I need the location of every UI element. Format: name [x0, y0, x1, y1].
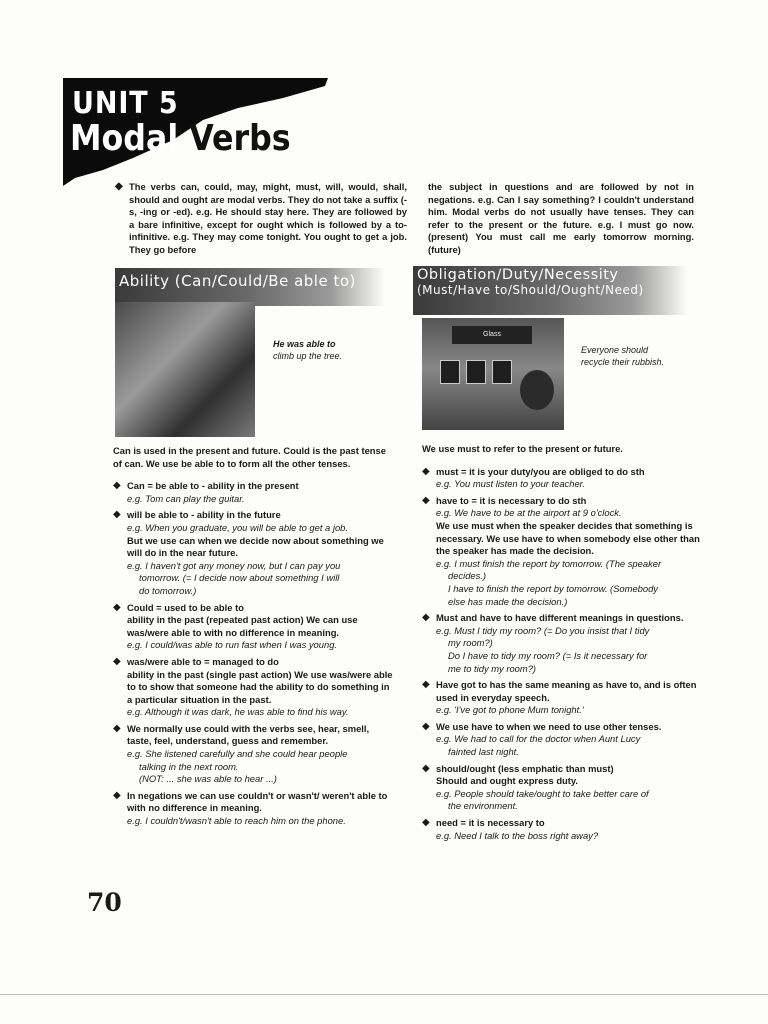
ability-point-4: ◆ was/were able to = managed to do ability in the past (single past action) We use was/were able to to show that someone had the ability to do something in a particular situation in the past. e.g. Although it was dark, he was able to find his way. — [113, 655, 393, 718]
obligation-point-7: ◆ need = it is necessary to e.g. Need I talk to the boss right away? — [422, 817, 599, 841]
diamond-bullet-icon: ◆ — [422, 612, 430, 624]
obligation-point-6: ◆ should/ought (less emphatic than must) Should and ought express duty. e.g. People should take/ought to take better care of the environment. — [422, 762, 649, 812]
diamond-bullet-icon: ◆ — [422, 465, 430, 477]
ability-intro: Can is used in the present and future. Could is the past tense of can. We use be able to to form all the other tenses. — [113, 445, 386, 469]
diamond-bullet-icon: ◆ — [113, 655, 121, 667]
ability-point-5: ◆ We normally use could with the verbs see, hear, smell, taste, feel, understand, guess and remember. e.g. She listened carefully and she could hear people talking in the next room. (NOT: ... she was able to hear ...) — [113, 722, 370, 785]
ability-point-2: ◆ will be able to - ability in the future e.g. When you graduate, you will be able to get a job. But we use can when we decide now about something we will do in the near future. e.g. I haven't got any money now, but I can pay you tomorrow. (= I decide now about something I will do tomorrow.) — [113, 509, 384, 596]
obligation-point-3: ◆ Must and have to have different meanings in questions. e.g. Must I tidy my room? (= Do you insist that I tidy my room?) Do I have to tidy my room? (= Is it necessary for me to tidy my room?) — [422, 612, 684, 674]
section-heading-ability: Ability (Can/Could/Be able to) — [115, 268, 385, 306]
diamond-bullet-icon: ◆ — [113, 789, 121, 801]
diamond-bullet-icon: ◆ — [113, 480, 121, 492]
obligation-body — [422, 443, 704, 846]
ability-point-3: ◆ Could = used to be able to ability in the past (repeated past action) We can use was/were able to with no difference in meaning. e.g. I could/was able to run fast when I was young. — [113, 601, 358, 651]
page-number: 70 — [87, 888, 122, 917]
bin-icon — [492, 360, 512, 384]
recycling-bins-photo — [422, 318, 564, 430]
ability-point-6: ◆ In negations we can use couldn't or wasn't/ weren't able to with no difference in meaning. e.g. I couldn't/wasn't able to reach him on the phone. — [113, 789, 388, 827]
obligation-point-5: ◆ We use have to when we need to use other tenses. e.g. We had to call for the doctor when Aunt Lucy fainted last night. — [422, 720, 662, 758]
ability-point-1: ◆ Can = be able to - ability in the present e.g. Tom can play the guitar. — [113, 480, 299, 504]
diamond-bullet-icon: ◆ — [113, 509, 121, 521]
tree-climbing-photo — [115, 302, 255, 437]
unit-number: UNIT 5 — [72, 86, 179, 121]
bin-icon — [440, 360, 460, 384]
obligation-point-2: ◆ have to = it is necessary to do sth e.g. We have to be at the airport at 9 o'clock. We use must when the speaker decides that something is necessary. We use have to when somebody else other than the speaker has made the decision. e.g. I must finish the report by tomorrow. (The speaker decides.) I have to finish the report by tomorrow. (Somebody else has made the decision.) — [422, 494, 700, 607]
obligation-point-1: ◆ must = it is your duty/you are obliged to do sth e.g. You must listen to your teacher. — [422, 465, 645, 490]
unit-title-part-b: Verbs — [189, 118, 291, 159]
intro-right: the subject in questions and are followed by not in negations. e.g. Can I say something? I couldn't understand him. Modal verbs do not usually have tenses. They can refer to the present or the future. e.g. I must go now. (present) You must call me early tomorrow morning. (future) — [428, 181, 694, 255]
diamond-bullet-icon: ◆ — [422, 817, 430, 829]
round-bin-icon — [520, 370, 554, 410]
obligation-point-4: ◆ Have got to has the same meaning as have to, and is often used in everyday speech. e.g. 'I've got to phone Mum tonight.' — [422, 679, 697, 716]
bin-icon — [466, 360, 486, 384]
obligation-intro: We use must to refer to the present or future. — [422, 443, 623, 454]
unit-title — [70, 118, 291, 159]
page-edge-divider — [0, 994, 768, 995]
obligation-caption: Everyone should recycle their rubbish. — [581, 345, 665, 367]
ability-caption: He was able to climb up the tree. — [273, 339, 343, 361]
ability-body — [113, 445, 395, 832]
diamond-bullet-icon: ◆ — [113, 722, 121, 734]
section-heading-obligation: Obligation/Duty/Necessity (Must/Have to/Should/Ought/Need) — [413, 266, 688, 315]
glass-sign: Glass — [452, 326, 532, 344]
diamond-bullet-icon: ◆ — [422, 494, 430, 506]
diamond-bullet-icon: ◆ — [422, 762, 430, 774]
diamond-bullet-icon: ◆ — [422, 720, 430, 732]
unit-title-part-a: Modal — [70, 118, 190, 159]
diamond-bullet-icon: ◆ — [115, 181, 123, 192]
diamond-bullet-icon: ◆ — [422, 679, 430, 691]
intro-left: ◆ The verbs can, could, may, might, must, will, would, shall, should and ought are modal verbs. They do not take a suffix (-s, -ing or -ed). e.g. He should stay here. They are followed by a bare infinitive, except for ought which is followed by a to-infinitive. e.g. They may come tonight. You ought to get a job. They go before — [115, 181, 407, 255]
diamond-bullet-icon: ◆ — [113, 601, 121, 613]
